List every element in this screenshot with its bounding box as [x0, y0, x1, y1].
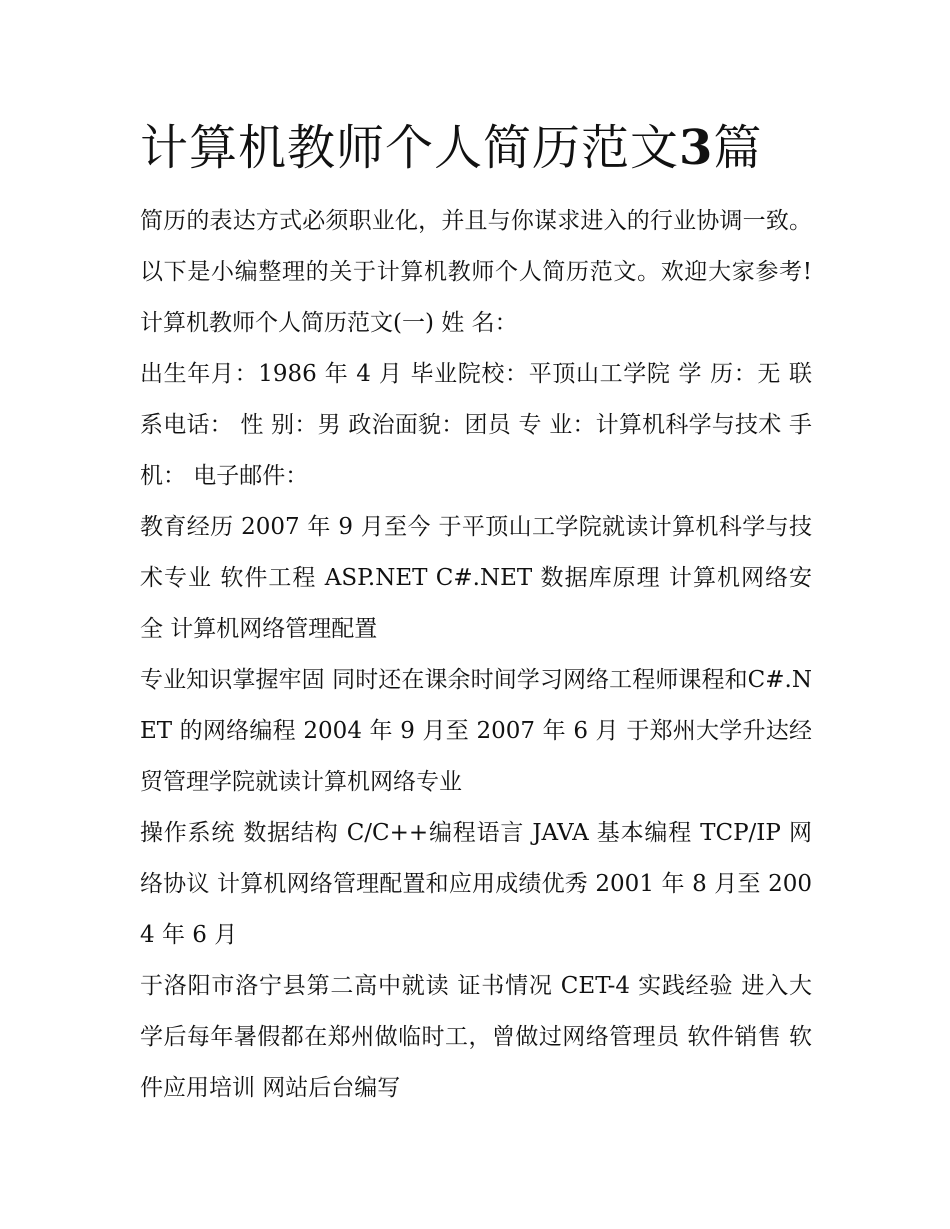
paragraph-courses: 操作系统 数据结构 C/C++编程语言 JAVA 基本编程 TCP/IP 网络协议 计算机网络管理配置和应用成绩优秀 2001 年 8 月至 2004 年 6 月	[140, 820, 812, 948]
paragraph-intro: 简历的表达方式必须职业化，并且与你谋求进入的行业协调一致。以下是小编整理的关于计算机教师个人简历范文。欢迎大家参考! 计算机教师个人简历范文(一) 姓 名：	[140, 208, 812, 336]
paragraph-education: 教育经历 2007 年 9 月至今 于平顶山工学院就读计算机科学与技术专业 软件工程 ASP.NET C#.NET 数据库原理 计算机网络安全 计算机网络管理配置	[140, 514, 812, 642]
document-page	[140, 112, 812, 1114]
paragraph-personal-info: 出生年月：1986 年 4 月 毕业院校：平顶山工学院 学 历：无 联系电话： 性 别：男 政治面貌：团员 专 业：计算机科学与技术 手 机： 电子邮件：	[140, 361, 812, 489]
document-title	[140, 112, 812, 184]
title-number: 3	[679, 120, 714, 176]
paragraph-skills: 专业知识掌握牢固 同时还在课余时间学习网络工程师课程和C#.NET 的网络编程 2004 年 9 月至 2007 年 6 月 于郑州大学升达经贸管理学院就读计算机网络专业	[140, 667, 812, 795]
title-suffix: 篇	[713, 120, 763, 176]
paragraph-experience: 于洛阳市洛宁县第二高中就读 证书情况 CET-4 实践经验 进入大学后每年暑假都在郑州做临时工，曾做过网络管理员 软件销售 软件应用培训 网站后台编写	[140, 973, 812, 1101]
title-prefix: 计算机教师个人简历范文	[140, 120, 680, 176]
